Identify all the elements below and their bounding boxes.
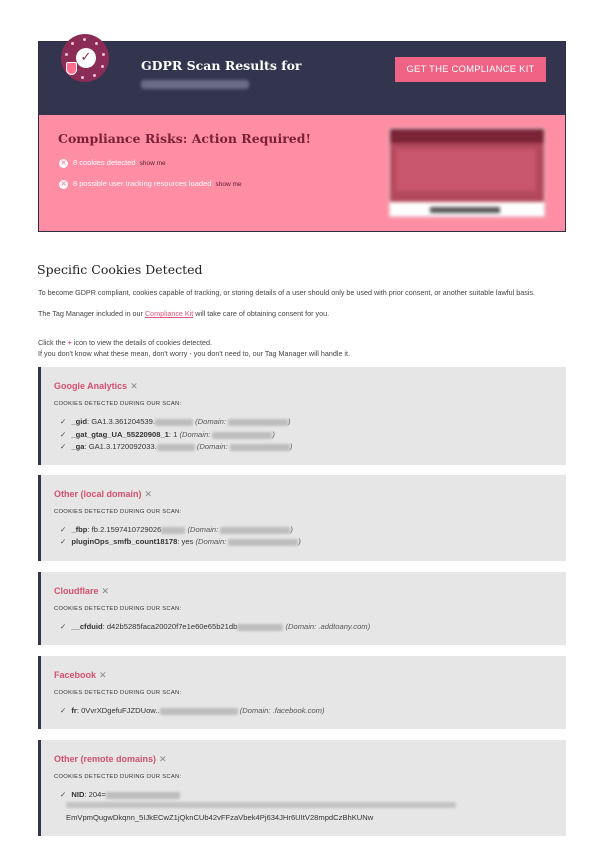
- x-circle-icon: ✕: [60, 159, 67, 167]
- card-title[interactable]: Other (local domain) ✕: [54, 489, 153, 499]
- show-me-link[interactable]: show me: [215, 181, 242, 188]
- cookie-row: ✓ _gat_gtag_UA_55220908_1: 1 (Domain: ): [60, 430, 275, 439]
- risk-panel: [39, 115, 565, 231]
- risk-item: [59, 158, 166, 168]
- close-icon[interactable]: ✕: [99, 670, 107, 680]
- check-icon: ✓: [60, 525, 67, 534]
- x-circle-icon: ✕: [60, 180, 67, 188]
- card-subtitle: COOKIES DETECTED DURING OUR SCAN:: [54, 606, 182, 612]
- section-title: Specific Cookies Detected: [37, 262, 203, 277]
- check-icon: ✓: [60, 442, 67, 451]
- hero-title: GDPR Scan Results for: [141, 58, 302, 73]
- check-icon: ✓: [60, 537, 67, 546]
- help-text-2: If you don't know what these mean, don't worry - you don't need to, our Tag Manager will handle it.: [38, 349, 351, 358]
- cookie-value-tail: EmVpmQugwDkqnn_5IJkECwZ1jQknCUb42vFFzaVbek4Pj634JHr6UItV28mpdCzBhKUNw: [66, 813, 374, 822]
- risk-item-text: 8 cookies detected: [73, 158, 136, 167]
- card-title[interactable]: Facebook ✕: [54, 670, 107, 680]
- cookie-card: [38, 572, 566, 645]
- close-icon[interactable]: ✕: [130, 381, 138, 391]
- risk-item: [59, 179, 242, 189]
- cookie-row: ✓ pluginOps_smfb_count18178: yes (Domain: ): [60, 537, 301, 546]
- cookie-row: ✓ _ga: GA1.3.1720092033. (Domain: ): [60, 442, 293, 451]
- close-icon[interactable]: ✕: [144, 489, 153, 499]
- show-me-link[interactable]: show me: [139, 160, 166, 167]
- check-icon: ✓: [60, 790, 67, 799]
- cookie-row: ✓ _fbp: fb.2.1597410729026 (Domain: ): [60, 525, 293, 534]
- card-subtitle: COOKIES DETECTED DURING OUR SCAN:: [54, 690, 182, 696]
- check-icon: ✓: [60, 417, 67, 426]
- get-compliance-kit-button[interactable]: GET THE COMPLIANCE KIT: [395, 57, 546, 82]
- card-subtitle: COOKIES DETECTED DURING OUR SCAN:: [54, 401, 182, 407]
- compliance-kit-link[interactable]: Compliance Kit: [144, 309, 194, 318]
- shield-icon: [66, 62, 77, 75]
- card-title[interactable]: Cloudflare ✕: [54, 586, 110, 596]
- cookie-row: ✓ NID: 204=: [60, 790, 180, 799]
- shield-check-badge-icon: [61, 34, 109, 82]
- scanned-domain-redacted: [141, 80, 249, 89]
- site-preview-thumbnail: [389, 128, 545, 217]
- check-icon: ✓: [60, 622, 67, 631]
- card-subtitle: COOKIES DETECTED DURING OUR SCAN:: [54, 509, 182, 515]
- cookie-row: ✓ fr: 0VvrXDgefuFJZDUow.. (Domain: .facebook.com): [60, 706, 325, 715]
- cookie-row: ✓ _gid: GA1.3.361204539. (Domain: ): [60, 417, 291, 426]
- cookie-card: [38, 475, 566, 561]
- card-subtitle: COOKIES DETECTED DURING OUR SCAN:: [54, 774, 182, 780]
- cookie-card: [38, 656, 566, 729]
- cookie-row: ✓ __cfduid: d42b5285faca20020f7e1e60e65b21db (Domain: .addtoany.com): [60, 622, 371, 631]
- card-title[interactable]: Other (remote domains) ✕: [54, 754, 167, 764]
- check-icon: ✓: [60, 706, 67, 715]
- risk-item-text: 8 possible user tracking resources loaded: [73, 179, 212, 188]
- check-icon: ✓: [76, 48, 96, 68]
- hero-header: [39, 42, 565, 115]
- plus-icon: +: [67, 338, 72, 347]
- risk-title: Compliance Risks: Action Required!: [58, 131, 311, 146]
- intro-text: To become GDPR compliant, cookies capable of tracking, or storing details of a user should only be used with prior consent, or another suitable lawful basis.: [38, 288, 535, 297]
- close-icon[interactable]: ✕: [159, 754, 167, 764]
- close-icon[interactable]: ✕: [101, 586, 110, 596]
- check-icon: ✓: [60, 430, 67, 439]
- card-title[interactable]: Google Analytics ✕: [54, 381, 138, 391]
- help-text: Click the + icon to view the details of cookies detected.: [38, 338, 213, 347]
- scan-results-hero: [38, 41, 566, 232]
- cookie-card: [38, 367, 566, 465]
- redacted-value: [66, 802, 456, 808]
- intro-text-2: The Tag Manager included in our Compliance Kit will take care of obtaining consent for you.: [38, 309, 330, 318]
- cookie-card: [38, 740, 566, 836]
